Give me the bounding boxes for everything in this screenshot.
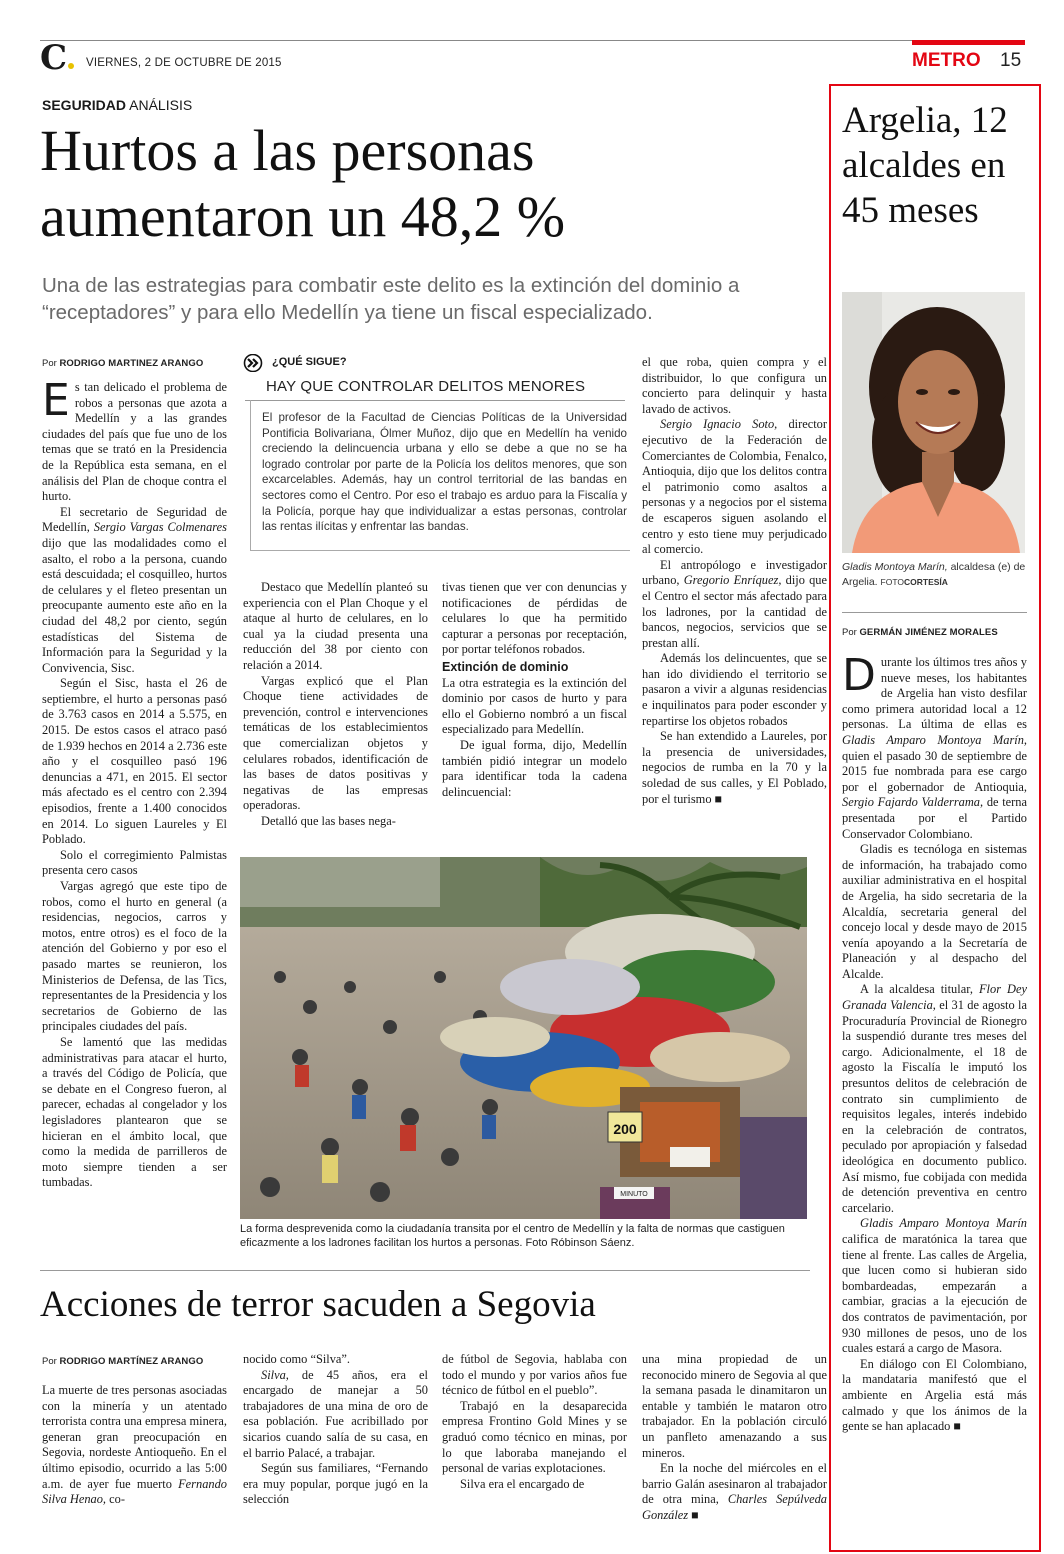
kicker: SEGURIDAD ANÁLISIS (42, 97, 193, 113)
article2-rule (40, 1270, 810, 1271)
article2-column-3: de fútbol de Segovia, hablaba con todo el mundo y por varios años fue técnico de fútbol en el pueblo”. Trabajó en la desaparecida empresa Frontino Gold Mines y se graduó como técnico en minas, por lo que laboraba manejando el personal de varias explotaciones. Silva era el encargado de (442, 1352, 627, 1491)
article2-headline: Acciones de terror sacuden a Segovia (40, 1284, 596, 1325)
sidebar-drop-cap: D (842, 650, 876, 701)
double-chevron-icon (243, 354, 265, 372)
sidebar-body: Durante los últimos tres años y nueve meses, los habitantes de Argelia han visto desfilar como primera autoridad local a 12 personas. La última de ellas es Gladis Amparo Montoya Marín, quien el pasado 30 de septiembre de 2015 fue nombrada para ese cargo por el gobernador de Antioquia, Sergio Fajardo Valderrama, de terna presentada por el Partido Conservador Colombiano. Gladis es tecnóloga en sistemas de información, ha trabajado como auxiliar administrativa en el hospital de Argelia, ha sido secretaria de la Alcaldía, secretaria general del concejo local y desde mayo de 2015 venía apoyando a la Secretaría de Planeación y al despacho del Alcalde. A la alcaldesa titular, Flor Dey Granada Valencia, el 31 de agosto la Procuraduría Provincial de Rionegro la suspendió durante tres meses del cargo. Adicionalmente, el 18 de agosto la Fiscalía le imputó los presuntos delitos de celebración de contrato sin cumplimiento de requisitos legales, interés indebido en la celebración de contratos, peculado por apropiación y falsedad ideológica en documento publico. Así mismo, fue cobijada con medida de detención preventiva en centro carcelario. Gladis Amparo Montoya Marín califica de maratónica la tarea que tiene al frente. Las calles de Argelia, que lucen como si hubieran sido bombardeadas, empezarán a cambiar, gracias a la ejecución de dos contratos de pavimentación, por 930 millones de pesos, uno de los cuales estará a cargo de Masora. En diálogo con El Colombiano, la mandataria manifestó que el ambiente en Argelia está más calmado y que los ánimos de la gente se han aplacado ■ (842, 650, 1028, 1434)
headline: Hurtos a las personas aumentaron un 48,2 % (40, 118, 566, 249)
subhead: Extinción de dominio (442, 659, 569, 674)
que-sigue-text: El profesor de la Facultad de Ciencias Políticas de la Universidad Pontificia Bolivariana, Ólmer Muñoz, dijo que en Medellín ha venido creciendo la delincuencia urbana y ello se debe a que no se ha logrado controlar por parte de la Policía los delitos menores, que son excarcelables. Además, hay un control territorial de las bandas en sectores como el Centro. Por eso el trabajo es arduo para la Fiscalía y la Policía, porque hay que individualizar a estas personas, controlar las rentas ilícitas y enfrentar las bandas. (262, 411, 627, 534)
issue-date: VIERNES, 2 DE OCTUBRE DE 2015 (86, 57, 282, 69)
sidebar-byline: Por GERMÁN JIMÉNEZ MORALES (842, 627, 998, 638)
photo-caption: La forma desprevenida como la ciudadanía transita por el centro de Medellín y la falta de normas que castiguen eficazmente a los ladrones facilitan los hurtos a personas. Foto Róbinson Sáenz. (240, 1223, 785, 1249)
drop-cap: E (42, 375, 70, 426)
minuto-sign: MINUTO (620, 1191, 648, 1198)
article-column-4: el que roba, quien compra y el distribuidor, lo que configura un concierto para delinquir y hasta lavado de activos. Sergio Ignacio Soto, director ejecutivo de la Federación de Comerciantes de Colombia, Fenalco, Antioquia, dijo que los delitos contra el patrimonio como asaltos a personas y a negocios por el sistema de escaperos siguen asolando el centro y esto tiene muy perjudicado al comercio. El antropólogo e investigador urbano, Gregorio Enríquez, dijo que el Centro el sector más afectado para los ladrones, por la cantidad de bancos, negocios, servicios que se prestan allí. Además los delincuentes, que se han ido dividiendo el territorio se pasaron a vivir a algunas residencias e inquilinatos para poder esconder y repartirse los objetos robados Se han extendido a Laureles, por la presencia de universidades, negocios de rumba en la 70 y la soledad de sus calles, y El Poblado, por el turismo ■ (642, 355, 827, 806)
market-photo (240, 857, 807, 1219)
newspaper-logo[interactable]: C (40, 43, 74, 73)
que-sigue-label: ¿QUÉ SIGUE? (272, 356, 347, 368)
price-sign: 200 (613, 1121, 637, 1137)
byline: Por RODRIGO MARTINEZ ARANGO (42, 358, 204, 369)
article2-column-2: nocido como “Silva”. Silva, de 45 años, era el encargado de manejar a 50 trabajadores de una mina de oro de esa población. Fue acribillado por sicarios cuando salía de su casa, en el barrio Palacé, a trabajar. Según sus familiares, “Fernando era muy popular, porque jugó en la selección (243, 1352, 428, 1507)
logo-dot-icon (68, 63, 74, 69)
article2-column-1: La muerte de tres personas asociadas con la minería y un atentado terrorista contra una empresa minera, generan gran preocupación en Segovia, nordeste Antioqueño. En el último episodio, ocurrido a las 5:00 a.m. de ayer fue muerto Fernando Silva Henao, co- (42, 1383, 227, 1507)
article-column-1: Es tan delicado el problema de robos a personas que azota a Medellín y a las grandes ciudades del país que fue uno de los temas que se trató en la Presidencia de la República esta semana, en el análisis del Plan de choque contra el hurto. El secretario de Seguridad de Medellín, Sergio Vargas Colmenares dijo que las modalidades como el asalto, el robo a la persona, cuando está descuidada; el cosquilleo, hurtos de celulares y el fleteo presentan un preocupante aumento este año en la ciudad del 48,2 por ciento, según estadísticas del Sistema de Información para la Seguridad y la Convivencia, Sisc. Según el Sisc, hasta el 26 de septiembre, el hurto a personas pasó de 3.763 casos en 2014 a 5.575, en 2015. De estos casos el atraco pasó de 1.939 hechos en 2014 a 2.736 este año y el cosquilleo pasó 196 denuncias a 471, en 2015. El sector más afectado es el centro con 2.394 episodios, frente a 1.400 conocidos en 2014. Lo siguen Laureles y El Poblado. Solo el corregimiento Palmistas presenta cero casos Vargas agregó que este tipo de robos, como el hurto en general (a residencias, negocios, carros y motos, entre otros) es el foco de la atención del Gobierno y por eso el pasado martes se reunieron, los Ministerios de Defensa, de las Tics, representantes de la Presidencia y los secretarios de Gobierno de las principales ciudades del país. Se lamentó que las medidas administrativas para atacar el hurto, a través del Código de Policía, que se debate en el Congreso fueron, al parecer, echadas al congelador y los legisladores plantearon que se hicieran en el ámbito local, que como la medida de parrilleros de moto siempre tienden a ser tumbadas. (42, 375, 227, 1190)
deck: Una de las estrategias para combatir este delito es la extinción del dominio a “receptadores” y para ello Medellín ya tiene un fiscal especializado. (42, 274, 740, 324)
que-sigue-title: HAY QUE CONTROLAR DELITOS MENORES (266, 378, 586, 395)
market-scene-image (240, 857, 807, 1219)
article-column-3: tivas tienen que ver con denuncias y notificaciones de pérdidas de celulares lo que ha permitido capturar a personas por receptación, por portar teléfonos robados. Extinción de dominio La otra estrategia es la extinción del dominio por casos de hurto y para ello el Gobierno nombró a un fiscal especializado para Medellín. De igual forma, dijo, Medellín también pidió integrar un modelo para identificar toda la cadena delincuencial: (442, 580, 627, 799)
page-number: 15 (1000, 50, 1022, 71)
sidebar-rule (842, 612, 1027, 613)
portrait-caption: Gladis Montoya Marín, alcaldesa (e) de Argelia. FOTOCORTESÍA (842, 561, 1026, 588)
article2-byline: Por RODRIGO MARTÍNEZ ARANGO (42, 1356, 204, 1367)
que-sigue-rule (245, 400, 625, 401)
article2-column-4: una mina propiedad de un reconocido minero de Segovia al que la semana pasada le dinamitaron un entable y también le mataron otro trabajador. En la población circuló un panfleto amenazando a sus mineros. En la noche del miércoles en el barrio Galán asesinaron al trabajador de otra mina, Charles Sepúlveda González ■ (642, 1352, 827, 1522)
que-sigue-border-bottom (250, 550, 630, 551)
header-rule (40, 40, 1025, 41)
que-sigue-border-left (250, 400, 251, 550)
sidebar-title: Argelia, 12 alcaldes en 45 meses (842, 100, 1008, 231)
portrait-image (842, 292, 1025, 553)
article-column-2: Destaco que Medellín planteó su experiencia con el Plan Choque y el ataque al hurto de celulares, en lo cual ya la ciudad presenta una reducción del 38 por ciento con relación a 2014. Vargas explicó que el Plan Choque tiene actividades de prevención, control e intervenciones temáticas de los establecimientos que comercializan objetos y celulares robados, identificación de las bases de datos positivas y negativas de las empresas operadoras. Detalló que las bases nega- (243, 580, 428, 828)
section-accent-bar (912, 40, 1025, 45)
section-name: METRO (912, 50, 981, 71)
portrait-photo (842, 292, 1025, 553)
